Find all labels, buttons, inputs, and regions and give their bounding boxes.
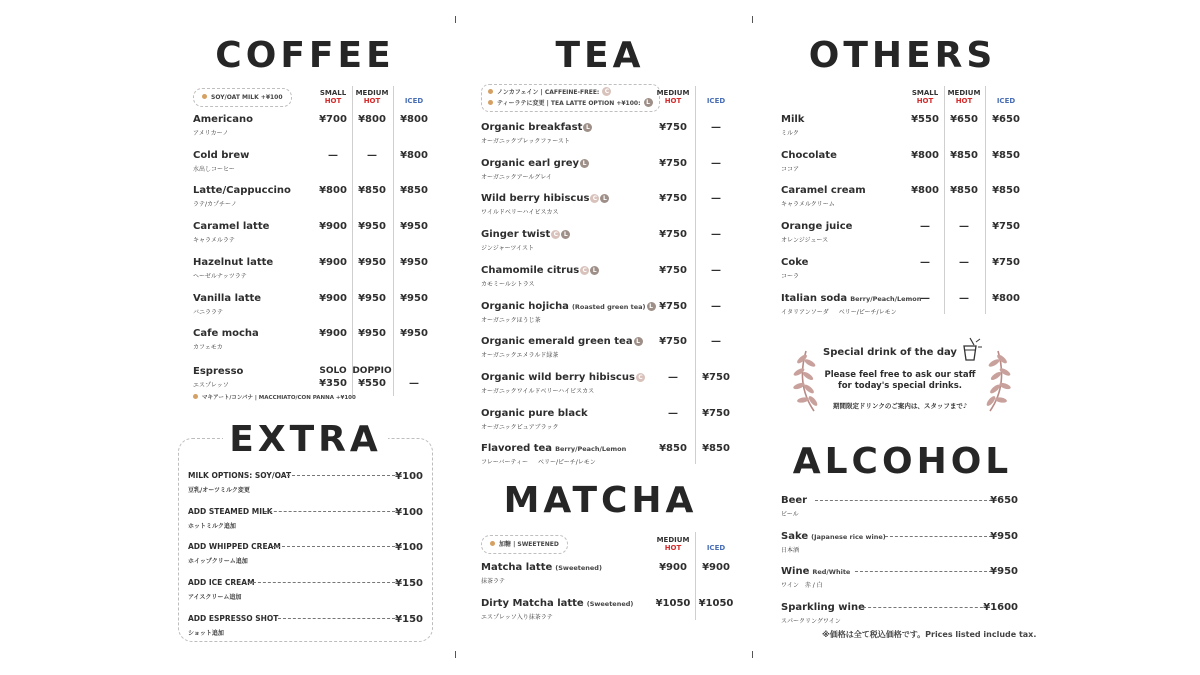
extra-item [188, 542, 423, 572]
price-iced: ¥800 [400, 114, 428, 125]
item-name-jp [481, 350, 558, 359]
dotted-leader [885, 536, 992, 537]
item-name-jp [481, 243, 534, 252]
item-name-jp-text: イタリアンソーダ [781, 308, 829, 316]
note-dot-icon [488, 89, 493, 94]
others-item [781, 221, 916, 251]
price-iced: ¥750 [702, 407, 730, 419]
item-name: Latte/Cappuccino [193, 185, 291, 197]
item-name-text: Italian soda [781, 292, 848, 304]
coffee-item-espresso: Espresso エスプレッソ [193, 366, 244, 389]
item-name [481, 158, 589, 169]
coffee-item [193, 185, 313, 215]
item-name-jp-text: ミルク [781, 130, 799, 137]
others-item [781, 114, 916, 144]
price-medium: ¥850 [358, 185, 386, 197]
item-name-text: Organic breakfast [481, 122, 583, 133]
item-name-jp-text: ワイルドベリーハイビスカス [481, 209, 559, 217]
item-name [781, 114, 804, 125]
item-name-jp-text: ココア [781, 165, 800, 173]
item-name [481, 562, 602, 573]
item-name-jp [481, 422, 559, 431]
item-name-jp: 日本酒 [781, 546, 800, 554]
item-name-text: Sake [781, 530, 809, 542]
tea-item [481, 193, 656, 223]
item-name-jp [781, 164, 799, 173]
price-small: — [328, 149, 338, 161]
extra-name-jp: ホイップクリーム追加 [188, 558, 248, 566]
coffee-milk-note: SOY/OAT MILK +¥100 [193, 88, 292, 107]
note-dot-icon [202, 94, 207, 99]
item-name-text: Beer [781, 495, 808, 506]
price-iced: ¥950 [400, 221, 428, 233]
tea-latte-icon: L [644, 98, 653, 107]
espresso-iced-price: — [409, 378, 419, 389]
item-name-jp-text: オーガニックエメラルド緑茶 [481, 352, 559, 360]
price-hot: — [668, 371, 678, 383]
extra-price: ¥150 [395, 613, 423, 625]
extra-item [188, 471, 423, 501]
item-name: Hazelnut latte [193, 256, 274, 268]
price-small: — [920, 292, 930, 304]
price-iced: ¥1050 [698, 598, 734, 609]
price-iced: — [711, 264, 721, 276]
item-name-text: Flavored tea [481, 443, 553, 455]
price-iced: ¥800 [400, 149, 428, 161]
item-name-text: Organic emerald green tea [481, 336, 633, 348]
price-medium: ¥950 [358, 328, 386, 340]
item-sub: (Roasted green tea) [571, 302, 646, 311]
item-name [781, 566, 850, 577]
alcohol-item [781, 495, 1018, 525]
dotted-leader [278, 618, 395, 619]
price-hot: ¥750 [659, 122, 687, 133]
price-small: — [920, 256, 930, 268]
item-name [781, 221, 852, 232]
extra-price: ¥100 [395, 542, 423, 554]
extra-item [188, 578, 423, 608]
price-iced: — [711, 300, 721, 312]
price-medium: ¥950 [358, 256, 386, 268]
caffeine-free-icon: C [590, 194, 599, 203]
coffee-item [193, 150, 313, 180]
item-name: Cold brew [193, 149, 250, 161]
price-medium: ¥950 [358, 221, 386, 233]
tea-latte-icon: L [634, 337, 643, 346]
extra-name: ADD ESPRESSO SHOT [188, 613, 279, 623]
alcohol-price: ¥950 [990, 530, 1018, 542]
price-iced: — [711, 336, 721, 348]
item-name: Cafe mocha [193, 328, 259, 340]
item-name-text: Organic hojicha [481, 300, 569, 312]
item-name: Americano [193, 114, 253, 125]
others-col-iced: ICED [996, 97, 1016, 105]
item-sub-jp: ベリー/ピーチ/レモン [537, 459, 596, 467]
tea-item [481, 301, 656, 331]
extra-name-jp: アイスクリーム追加 [188, 594, 242, 602]
item-name [781, 602, 865, 613]
item-name-jp-text: カモミールシトラス [481, 280, 535, 288]
tea-latte-icon: L [590, 266, 599, 275]
item-name-jp: エスプレッソ入り抹茶ラテ [481, 614, 553, 621]
tea-note: ノンカフェイン | CAFFEINE-FREE: C ティーラテに変更 | TEA LATTE OPTION +¥100: L [481, 84, 660, 112]
item-name-text: Chamomile citrus [481, 264, 580, 276]
item-name-text: Matcha latte [481, 562, 553, 573]
matcha-col-iced: ICED [706, 544, 726, 552]
price-iced: ¥850 [400, 185, 428, 197]
item-name [481, 265, 599, 276]
item-name [781, 150, 837, 161]
item-name-text: Sparkling wine [781, 602, 865, 614]
caffeine-free-icon: C [551, 230, 560, 239]
coffee-divider [352, 86, 353, 396]
extra-name-jp: ショット追加 [188, 629, 224, 637]
item-name-text: Ginger twist [481, 229, 551, 241]
item-name-jp-text: キャラメルクリーム [781, 201, 835, 209]
price-iced: ¥800 [992, 292, 1020, 304]
extra-item [188, 614, 423, 644]
coffee-item [193, 328, 313, 358]
tea-latte-icon: L [600, 194, 609, 203]
tea-item [481, 443, 656, 473]
tea-col-medium: MEDIUM HOT [656, 89, 690, 105]
item-name-text: Orange juice [781, 221, 853, 233]
extra-name-jp: ホットミルク追加 [188, 522, 236, 530]
price-medium: ¥800 [358, 114, 386, 125]
price-medium: — [959, 221, 969, 233]
note-dot-icon [488, 100, 493, 105]
espresso-solo-price: ¥350 [319, 378, 347, 389]
item-name [781, 495, 807, 506]
dotted-leader [863, 607, 988, 608]
tea-heading: TEA [555, 35, 645, 76]
item-name-jp [781, 235, 828, 244]
tea-item [481, 229, 656, 259]
item-name-jp [781, 307, 897, 316]
price-medium: ¥850 [950, 185, 978, 197]
item-name-text: Dirty Matcha latte [481, 598, 584, 609]
alcohol-item [781, 531, 1018, 561]
caffeine-free-icon: C [580, 266, 589, 275]
price-hot: — [668, 407, 678, 419]
dotted-leader [282, 475, 395, 476]
item-name-jp-text: オーガニックアールグレイ [481, 173, 552, 181]
tea-item [481, 372, 656, 402]
others-col-medium: MEDIUM HOT [947, 89, 981, 105]
price-medium: — [959, 256, 969, 268]
item-name [481, 598, 633, 609]
price-iced: — [711, 193, 721, 205]
item-name-jp: スパークリングワイン [781, 618, 841, 626]
item-name [481, 408, 588, 419]
price-iced: ¥900 [702, 562, 730, 573]
special-jp: 期間限定ドリンクのご案内は、スタッフまで♪ [832, 402, 968, 410]
item-name-jp: バニララテ [193, 308, 224, 316]
price-hot: ¥850 [659, 443, 687, 455]
alcohol-heading: ALCOHOL [792, 441, 1013, 482]
item-name [781, 257, 808, 268]
item-sub: (Sweetened) [586, 600, 634, 608]
item-sub: Berry/Peach/Lemon [850, 294, 922, 303]
alcohol-price: ¥1600 [983, 602, 1018, 614]
coffee-col-small: SMALL HOT [319, 89, 347, 105]
espresso-doppio-price: ¥550 [358, 378, 386, 389]
item-name-jp-text: オーガニックピュアブラック [481, 423, 559, 431]
price-hot: ¥750 [659, 193, 687, 205]
price-small: ¥800 [319, 185, 347, 197]
extra-price: ¥150 [395, 578, 423, 590]
alcohol-item [781, 602, 1018, 632]
price-iced: ¥750 [702, 371, 730, 383]
price-small: ¥900 [319, 328, 347, 340]
price-iced: ¥950 [400, 292, 428, 304]
price-iced: ¥950 [400, 256, 428, 268]
item-name-jp [781, 199, 835, 208]
matcha-heading: MATCHA [503, 480, 698, 521]
item-name [781, 531, 886, 542]
extra-name: ADD WHIPPED CREAM [188, 542, 281, 552]
extra-name: ADD STEAMED MILK [188, 506, 273, 516]
item-name [481, 372, 645, 383]
coffee-divider [393, 86, 394, 396]
tea-item [481, 122, 656, 152]
item-name-text: Wild berry hibiscus [481, 193, 590, 205]
alcohol-price: ¥650 [990, 495, 1018, 506]
item-name-jp-text: フレーバーティー [481, 459, 528, 467]
item-sub: Red/White [812, 568, 851, 577]
price-iced: ¥950 [400, 328, 428, 340]
item-name-text: Coke [781, 256, 809, 268]
special-line-2: for today's special drinks. [838, 381, 962, 391]
note-dot-icon [490, 541, 495, 546]
dotted-leader [248, 582, 395, 583]
price-iced: ¥850 [992, 149, 1020, 161]
item-name: Caramel latte [193, 221, 270, 233]
tea-item [481, 408, 656, 438]
price-iced: ¥850 [702, 443, 730, 455]
item-name-jp: ラテ/カプチーノ [193, 201, 237, 209]
price-iced: — [711, 229, 721, 241]
item-name-jp: ヘーゼルナッツラテ [193, 272, 247, 280]
drink-cup-icon [958, 336, 984, 362]
caffeine-free-icon: C [636, 373, 645, 382]
item-name [481, 229, 570, 240]
caffeine-free-icon: C [602, 87, 611, 96]
item-name [481, 301, 656, 312]
item-name-jp-text: オーガニックブレックファースト [481, 138, 570, 145]
fold-tick [455, 651, 456, 658]
item-name-jp [781, 128, 799, 137]
item-name-jp [781, 271, 799, 280]
dotted-leader [264, 511, 395, 512]
item-name-jp-text: コーラ [781, 272, 800, 280]
coffee-item [193, 221, 313, 251]
item-name [481, 443, 626, 454]
item-name-text: Milk [781, 114, 805, 125]
price-small: ¥800 [911, 149, 939, 161]
price-hot: ¥750 [659, 264, 687, 276]
item-name-jp: カフェモカ [193, 344, 223, 352]
item-name [481, 122, 592, 133]
price-iced: — [711, 157, 721, 169]
item-name-text: Organic pure black [481, 407, 588, 419]
fold-tick [752, 16, 753, 23]
price-hot: ¥750 [659, 336, 687, 348]
item-name-jp: ビール [781, 511, 799, 518]
item-name-jp-text: オーガニックほうじ茶 [481, 316, 541, 324]
dotted-leader [855, 571, 992, 572]
price-medium: — [367, 149, 377, 161]
item-name-text: Organic wild berry hibiscus [481, 371, 635, 383]
extra-box [178, 438, 433, 642]
item-name-jp [481, 172, 552, 181]
item-name-jp-text: ジンジャーツイスト [481, 245, 534, 253]
espresso-doppio-label: DOPPIO [352, 366, 392, 376]
others-item [781, 292, 922, 323]
extra-name: MILK OPTIONS: SOY/OAT [188, 471, 292, 480]
item-name-jp: ワイン 赤 / 白 [781, 582, 823, 590]
others-item [781, 257, 916, 287]
tea-item [481, 336, 656, 366]
item-name [781, 185, 866, 196]
others-col-small: SMALL HOT [911, 89, 939, 105]
fold-tick [455, 16, 456, 23]
item-name [481, 336, 643, 347]
tea-col-iced: ICED [706, 97, 726, 105]
item-name [781, 293, 921, 304]
coffee-heading: COFFEE [215, 35, 395, 76]
alcohol-item [781, 566, 1018, 596]
price-hot: ¥750 [659, 157, 687, 169]
item-name-jp-text: オレンジジュース [781, 237, 829, 245]
others-item [781, 185, 916, 215]
extra-price: ¥100 [395, 506, 423, 518]
extra-price: ¥100 [395, 471, 423, 482]
price-small: ¥900 [319, 221, 347, 233]
matcha-note: 加糖 | SWEETENED [481, 535, 568, 554]
price-hot: ¥900 [659, 562, 687, 573]
others-item [781, 150, 916, 180]
item-sub: Berry/Peach/Lemon [555, 445, 627, 454]
price-medium: ¥950 [358, 292, 386, 304]
item-name-jp: アメリカーノ [193, 130, 229, 137]
dotted-leader [815, 500, 992, 501]
matcha-col-medium: MEDIUM HOT [656, 536, 690, 552]
item-name-jp: 抹茶ラテ [481, 578, 506, 585]
tea-latte-icon: L [580, 159, 589, 168]
matcha-item [481, 598, 656, 628]
fold-tick [752, 651, 753, 658]
note-dot-icon [193, 394, 198, 399]
special-line-1: Please feel free to ask our staff [824, 370, 976, 380]
item-sub: (Sweetened) [555, 564, 602, 572]
price-iced: ¥650 [992, 114, 1020, 125]
others-heading: OTHERS [808, 35, 997, 76]
item-name-text: Organic earl grey [481, 157, 580, 169]
price-hot: ¥750 [659, 229, 687, 241]
tea-latte-icon: L [647, 302, 656, 311]
item-name: Vanilla latte [193, 292, 262, 304]
price-hot: ¥1050 [655, 598, 691, 609]
tax-note: ※価格は全て税込価格です。Prices listed include tax. [822, 630, 1037, 639]
extra-heading: EXTRA [223, 422, 388, 458]
item-sub: (Japanese rice wine) [811, 532, 886, 541]
item-sub-jp: ベリー/ピーチ/レモン [838, 308, 897, 316]
item-name [481, 193, 609, 204]
dotted-leader [272, 546, 395, 547]
espresso-note: マキアート/コンパナ | MACCHIATO/CON PANNA +¥100 [193, 393, 356, 401]
espresso-solo-label: SOLO [319, 366, 347, 376]
coffee-item [193, 293, 313, 323]
item-name-jp [481, 279, 535, 288]
price-small: ¥900 [319, 256, 347, 268]
item-name-jp [481, 136, 570, 145]
tea-item [481, 158, 656, 188]
tea-latte-icon: L [583, 123, 592, 132]
price-small: ¥700 [319, 114, 347, 125]
extra-name: ADD ICE CREAM [188, 578, 255, 588]
extra-item [188, 507, 423, 537]
price-hot: ¥750 [659, 300, 687, 312]
item-name-jp: キャラメルラテ [193, 237, 235, 245]
tea-item [481, 265, 656, 295]
item-name-text: Caramel cream [781, 185, 866, 197]
matcha-item [481, 562, 656, 592]
price-small: ¥800 [911, 185, 939, 197]
price-small: ¥550 [911, 114, 939, 125]
price-medium: — [959, 292, 969, 304]
price-iced: — [711, 122, 721, 133]
item-name-text: Chocolate [781, 149, 837, 161]
item-name-jp [481, 457, 596, 466]
price-medium: ¥650 [950, 114, 978, 125]
price-iced: ¥750 [992, 256, 1020, 268]
price-medium: ¥850 [950, 149, 978, 161]
item-name-jp [481, 315, 541, 324]
price-small: — [920, 221, 930, 233]
price-iced: ¥850 [992, 185, 1020, 197]
item-name-jp [481, 207, 559, 216]
price-small: ¥900 [319, 292, 347, 304]
price-iced: ¥750 [992, 221, 1020, 233]
coffee-item [193, 257, 313, 287]
coffee-col-iced: ICED [404, 97, 424, 105]
item-name-text: Wine [781, 566, 810, 578]
coffee-col-medium: MEDIUM HOT [355, 89, 389, 105]
special-title: Special drink of the day [823, 347, 957, 358]
item-name-jp [481, 386, 594, 395]
tea-latte-icon: L [561, 230, 570, 239]
extra-name-jp: 豆乳/オーツミルク変更 [188, 487, 250, 494]
item-name-jp-text: オーガニックワイルドベリーハイビスカス [481, 387, 595, 395]
coffee-item [193, 114, 313, 144]
alcohol-price: ¥950 [990, 566, 1018, 578]
item-name-jp: 水出しコーヒー [193, 165, 235, 173]
